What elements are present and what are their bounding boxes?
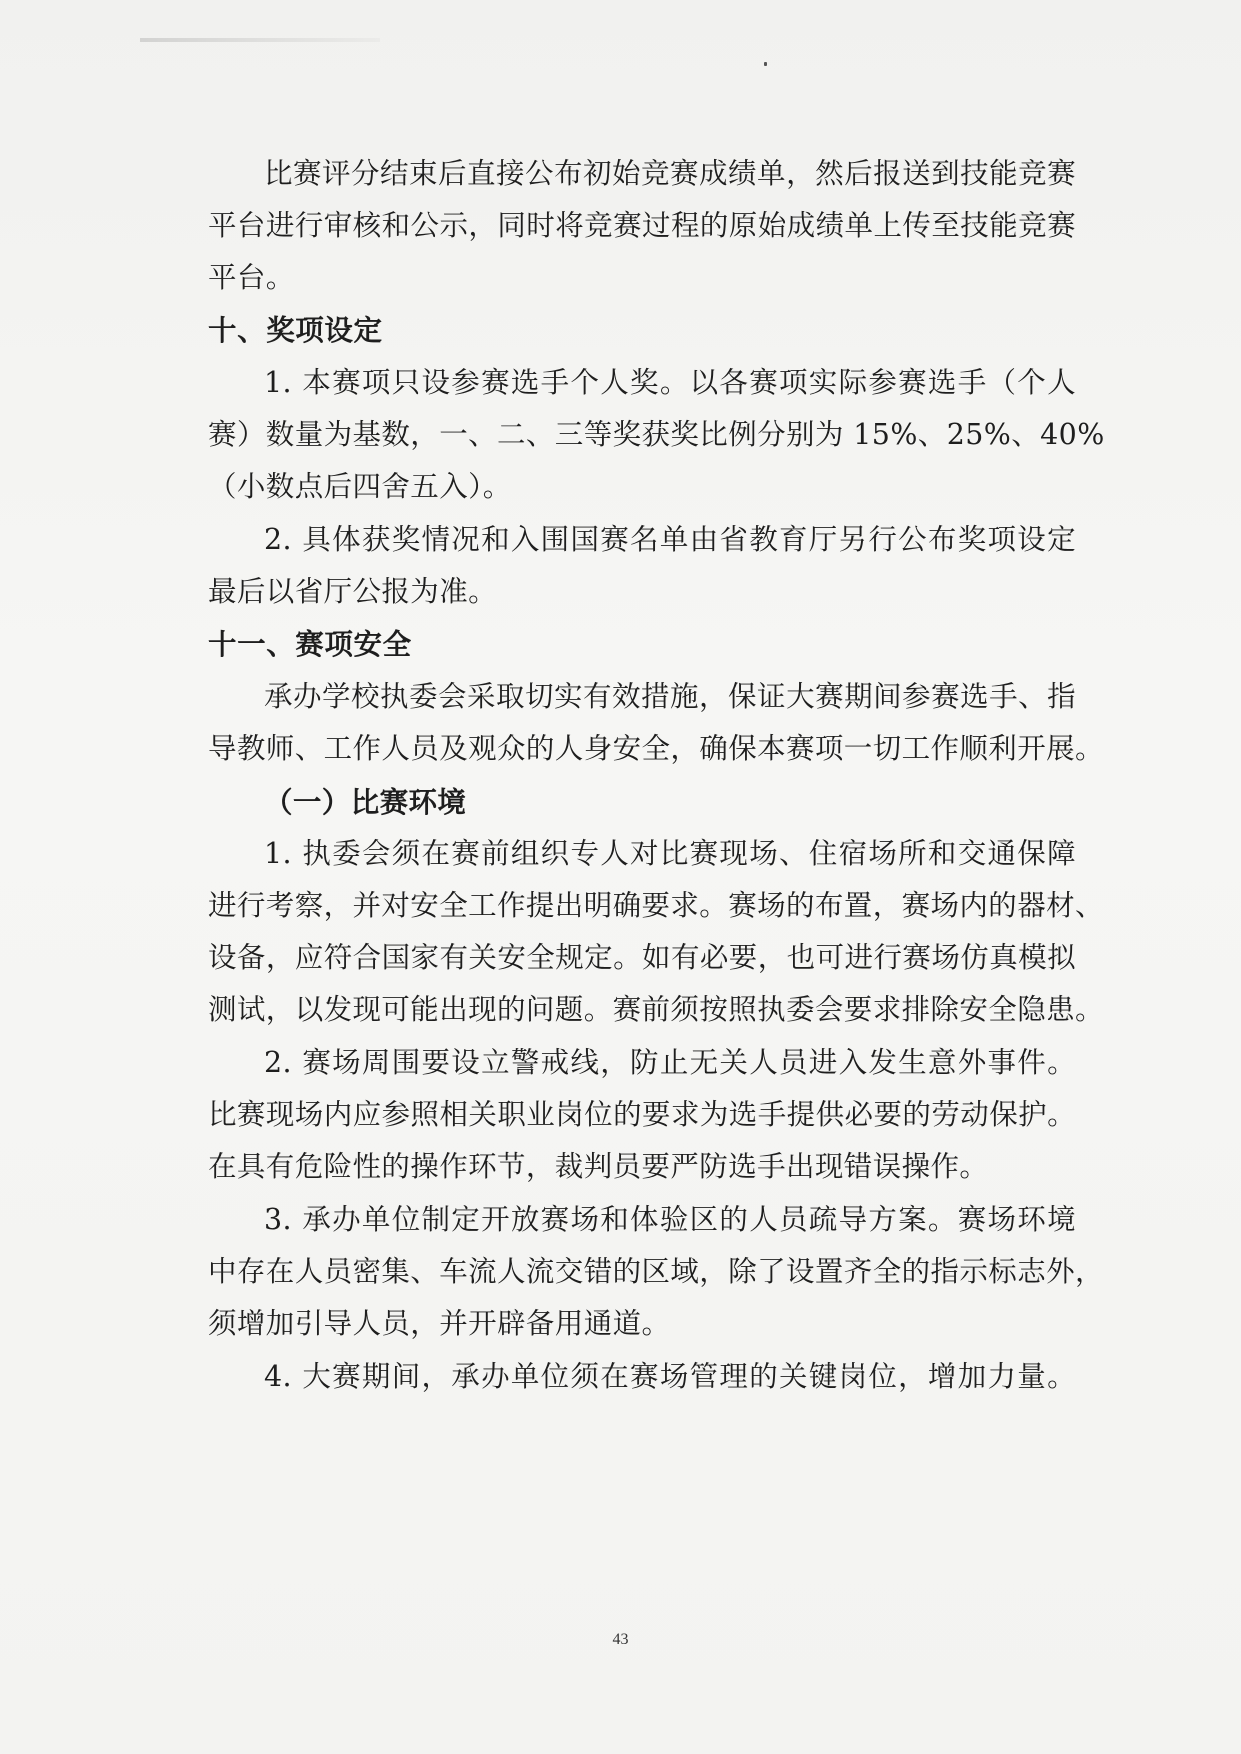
scan-dot [764,62,767,66]
paragraph-line: 4. 大赛期间，承办单位须在赛场管理的关键岗位，增加力量。 [264,1360,1076,1393]
paragraph-line: 导教师、工作人员及观众的人身安全，确保本赛项一切工作顺利开展。 [208,732,1104,765]
paragraph-line: 比赛评分结束后直接公布初始竞赛成绩单，然后报送到技能竞赛 [264,157,1076,190]
paragraph-line: 进行考察，并对安全工作提出明确要求。赛场的布置，赛场内的器材、 [208,889,1104,922]
paragraph-line: 测试，以发现可能出现的问题。赛前须按照执委会要求排除安全隐患。 [208,993,1104,1026]
paragraph-line: 2. 赛场周围要设立警戒线，防止无关人员进入发生意外事件。 [264,1046,1076,1079]
paragraph-line: 在具有危险性的操作环节，裁判员要严防选手出现错误操作。 [208,1150,989,1183]
paragraph-line: 中存在人员密集、车流人流交错的区域，除了设置齐全的指示标志外， [208,1255,1104,1288]
paragraph-line: 最后以省厅公报为准。 [208,575,498,608]
paragraph-line: 赛）数量为基数，一、二、三等奖获奖比例分别为 15%、25%、40% [208,418,1105,451]
paragraph-line: 2. 具体获奖情况和入围国赛名单由省教育厅另行公布奖项设定 [264,523,1076,556]
paragraph-line: 1. 执委会须在赛前组织专人对比赛现场、住宿场所和交通保障 [264,837,1076,870]
paragraph-line: 1. 本赛项只设参赛选手个人奖。以各赛项实际参赛选手（个人 [264,366,1076,399]
paragraph-line: 须增加引导人员，并开辟备用通道。 [208,1307,671,1340]
page-number: 43 [612,1631,629,1648]
paragraph-line: 设备，应符合国家有关安全规定。如有必要，也可进行赛场仿真模拟 [208,941,1076,974]
paragraph-line: 3. 承办单位制定开放赛场和体验区的人员疏导方案。赛场环境 [264,1203,1076,1236]
paragraph-line: 平台进行审核和公示，同时将竞赛过程的原始成绩单上传至技能竞赛 [208,209,1076,242]
subsection-heading-environment: （一）比赛环境 [264,785,467,819]
paragraph-line: 比赛现场内应参照相关职业岗位的要求为选手提供必要的劳动保护。 [208,1098,1076,1131]
scan-artifact [140,38,380,42]
paragraph-line: 平台。 [208,261,295,294]
paragraph-line: （小数点后四舍五入）。 [208,470,512,503]
section-heading-awards: 十、奖项设定 [208,313,383,347]
paragraph-line: 承办学校执委会采取切实有效措施，保证大赛期间参赛选手、指 [264,680,1076,713]
section-heading-safety: 十一、赛项安全 [208,627,412,661]
